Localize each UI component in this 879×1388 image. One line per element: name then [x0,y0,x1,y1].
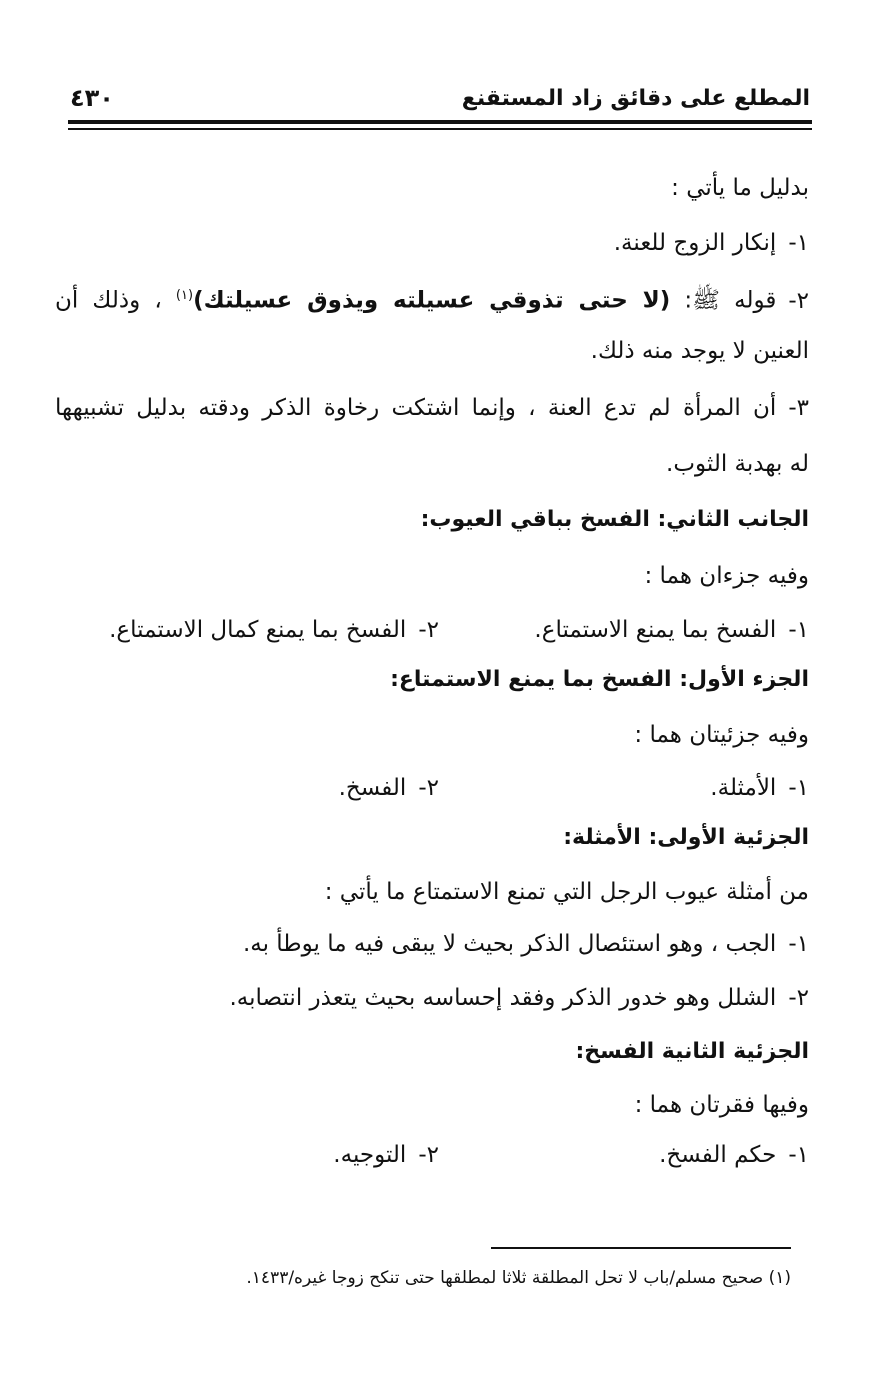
two-column-row [333,1140,809,1170]
second-column [109,615,439,645]
two-column-row [109,615,809,645]
item-text: الفسخ بما يمنع كمال الاستمتاع. [109,617,407,643]
item-number: ٢- [418,1142,439,1168]
item-number: ٢- [788,985,809,1011]
item-text: حكم الفسخ. [659,1142,777,1168]
section-heading: الجزئية الأولى: الأمثلة: [563,825,809,850]
list-item [614,228,809,258]
continuation-line: العنين لا يوجد منه ذلك. [590,338,809,364]
footnote-ref: (١) [175,288,194,303]
second-column [333,1140,439,1170]
list-item [55,281,809,316]
item-number: ١- [788,775,809,801]
item-text: قوله ﷺ: [684,287,777,314]
hadith-quote: (لا حتى تذوقي عسيلته ويذوق عسيلتك) [193,287,671,314]
item-number: ١- [788,931,809,957]
continuation-line: له بهدبة الثوب. [666,451,809,477]
item-text: ، وذلك أن [55,287,162,314]
item-text: التوجيه. [333,1142,407,1168]
header-rule-thick [68,120,812,124]
section-heading: الجانب الثاني: الفسخ بباقي العيوب: [420,507,809,532]
item-text: الفسخ بما يمنع الاستمتاع. [534,617,777,643]
item-number: ١- [788,1142,809,1168]
intro-line: بدليل ما يأتي : [671,175,809,201]
book-title: المطلع على دقائق زاد المستقنع [461,86,810,111]
page-number: ٤٣٠ [70,84,114,112]
intro-line: وفيه جزءان هما : [644,563,809,589]
item-number: ٢- [418,775,439,801]
item-number: ٢- [418,617,439,643]
item-number: ١- [788,617,809,643]
list-item [243,929,809,959]
intro-line: وفيه جزئيتان هما : [634,722,809,748]
section-heading: الجزئية الثانية الفسخ: [575,1039,809,1064]
second-column [339,773,439,803]
footnote: (١) صحيح مسلم/باب لا تحل المطلقة ثلاثا لمطلقها حتى تنكح زوجا غيره/١٤٣٣. [246,1268,791,1288]
intro-line: وفيها فقرتان هما : [634,1092,809,1118]
item-text: أن المرأة لم تدع العنة ، وإنما اشتكت رخاوة الذكر ودقته بدليل تشبيهها [55,395,777,421]
item-number: ٢- [788,287,809,314]
item-text: إنكار الزوج للعنة. [613,230,777,256]
item-number: ١- [788,230,809,256]
footnote-separator [491,1247,791,1249]
item-text: الجب ، وهو استئصال الذكر بحيث لا يبقى فيه ما يوطأ به. [242,931,777,957]
item-text: الأمثلة. [710,775,777,801]
section-heading: الجزء الأول: الفسخ بما يمنع الاستمتاع: [390,667,809,692]
item-number: ٣- [788,395,809,421]
intro-line: من أمثلة عيوب الرجل التي تمنع الاستمتاع ما يأتي : [324,879,809,905]
two-column-row [338,773,809,803]
list-item [55,393,809,423]
item-text: الفسخ. [338,775,407,801]
page-header [70,82,810,122]
list-item [229,983,809,1013]
item-text: الشلل وهو خدور الذكر وفقد إحساسه بحيث يتعذر انتصابه. [229,985,777,1011]
header-rule-thin [68,128,812,130]
